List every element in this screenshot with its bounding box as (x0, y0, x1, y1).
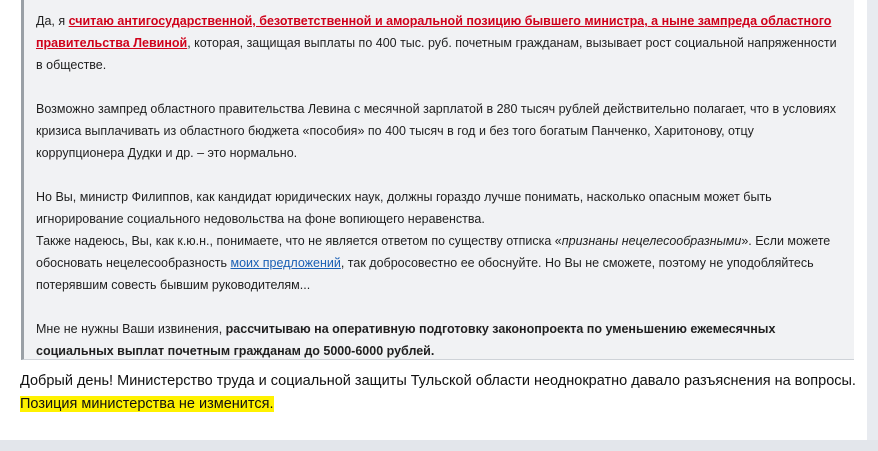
scroll-gutter (867, 0, 878, 451)
quote-p1-rest: , которая, защищая выплаты по 400 тыс. руб. почетным гражданам, вызывает рост социальной напряженности в обществе. (36, 36, 837, 72)
highlighted-statement-link[interactable]: считаю антигосударственной, безответственной и аморальной позицию бывшего министра, а ныне зампреда областного правительства Левиной (36, 14, 832, 50)
quote-p4-italic: признаны нецелесообразными (561, 234, 742, 248)
quote-p5-bold: рассчитываю на оперативную подготовку законопроекта по уменьшению ежемесячных социальных выплат почетным гражданам до 5000-6000 рублей. (36, 322, 776, 358)
quote-paragraph-4 (36, 230, 840, 296)
quote-p5-a: Мне не нужны Ваши извинения, (36, 322, 226, 336)
answer-text: Добрый день! Министерство труда и социальной защиты Тульской области неоднократно давало разъяснения на вопросы. (20, 373, 856, 389)
quoted-message (21, 0, 854, 360)
quote-paragraph-3: Но Вы, министр Филиппов, как кандидат юридических наук, должны гораздо лучше понимать, насколько опасным может быть игнорирование социального недовольства на фоне вопиющего неравенства. (36, 190, 772, 226)
quote-paragraph-2: Возможно зампред областного правительства Левина с месячной зарплатой в 280 тысяч рублей действительно полагает, что в условиях кризиса выплачивать из областного бюджета «пособия» по 400 тысяч в год и без того богатым Панченко, Харитонову, отцу коррупционера Дудки и др. – это нормально. (36, 102, 836, 160)
quote-p1-intro: Да, я (36, 14, 69, 28)
quote-paragraph-1 (36, 10, 840, 76)
bottom-divider (0, 440, 878, 451)
ministry-answer (20, 370, 865, 416)
quote-p4-b: ». Если можете обосновать нецелесообразность (36, 234, 831, 270)
answer-highlight: Позиция министерства не изменится. (20, 396, 274, 412)
quote-p4-a: Также надеюсь, Вы, как к.ю.н., понимаете, что не является ответом по существу отписка « (36, 234, 562, 248)
my-proposals-link[interactable]: моих предложений (230, 256, 341, 270)
quote-paragraph-5 (36, 318, 840, 362)
quote-p4-c: , так добросовестно ее обоснуйте. Но Вы не сможете, поэтому не уподобляйтесь потерявшим совесть бывшим руководителям... (36, 256, 814, 292)
